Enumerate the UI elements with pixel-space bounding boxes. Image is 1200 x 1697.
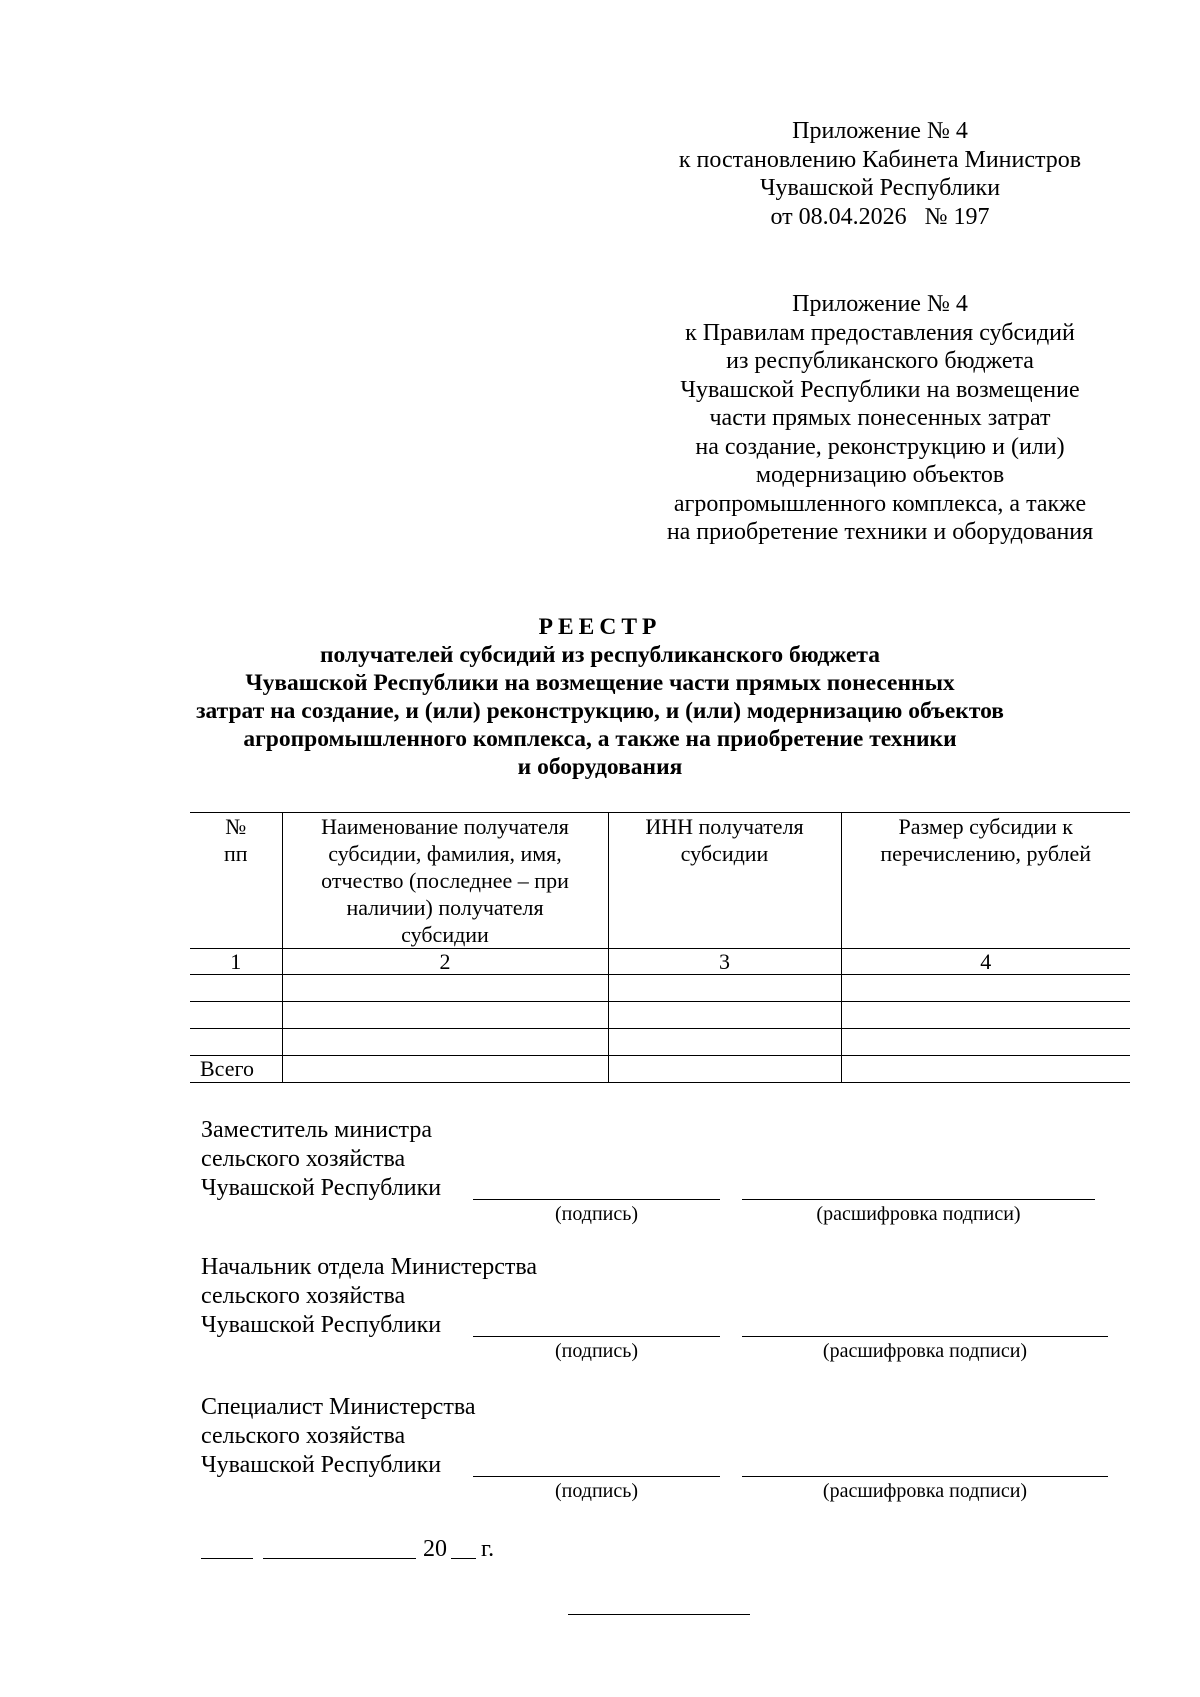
header-number xyxy=(190,813,282,949)
total-row xyxy=(190,1056,1130,1083)
header-inn: ИНН получателя субсидии xyxy=(608,813,841,949)
rules-line: модернизацию объектов xyxy=(755,462,1005,488)
table-cell[interactable] xyxy=(841,1056,1130,1083)
table-cell[interactable] xyxy=(608,1029,841,1056)
table-cell[interactable] xyxy=(841,1002,1130,1029)
signature-block-specialist xyxy=(201,1393,476,1480)
table-cell[interactable] xyxy=(841,1029,1130,1056)
date-year-suffix: г. xyxy=(481,1536,495,1562)
signatory-position: сельского хозяйства xyxy=(201,1146,406,1172)
rules-appendix-number: Приложение № 4 xyxy=(792,291,968,317)
signatory-position: Специалист Министерства xyxy=(201,1394,476,1420)
date-year-prefix: 20 xyxy=(423,1536,447,1562)
signature-decode-caption: (расшифровка подписи) xyxy=(822,1340,1028,1362)
appendix-resolution-header xyxy=(660,117,1100,231)
signature-line[interactable] xyxy=(473,1336,720,1337)
signature-decode-caption: (расшифровка подписи) xyxy=(822,1480,1028,1502)
table-row xyxy=(190,975,1130,1002)
title-line: затрат на создание, и (или) реконструкцию, и (или) модернизацию объектов xyxy=(196,698,1004,724)
rules-line: на приобретение техники и оборудования xyxy=(666,519,1094,545)
header-number-abbr: пп xyxy=(223,841,248,866)
table-header-row xyxy=(190,813,1130,949)
title-line: получателей субсидий из республиканского бюджета xyxy=(320,642,880,668)
column-numbers-row xyxy=(190,949,1130,975)
column-number: 3 xyxy=(608,949,841,975)
column-number: 4 xyxy=(841,949,1130,975)
signatory-position: Чувашской Республики xyxy=(201,1312,442,1338)
bottom-separator-line xyxy=(568,1614,750,1615)
appendix-to-resolution: к постановлению Кабинета Министров xyxy=(678,146,1082,173)
table-cell[interactable] xyxy=(608,975,841,1002)
table-cell[interactable] xyxy=(190,975,282,1002)
signature-block-deputy-minister xyxy=(201,1116,441,1203)
table-cell[interactable] xyxy=(608,1056,841,1083)
table-cell[interactable] xyxy=(841,975,1130,1002)
appendix-republic: Чувашской Республики xyxy=(759,175,1001,201)
signatory-position: Чувашской Республики xyxy=(201,1175,442,1201)
signatory-position: Начальник отдела Министерства xyxy=(201,1254,538,1280)
table-row xyxy=(190,1029,1130,1056)
title-line: и оборудования xyxy=(517,754,683,780)
date-month-line[interactable] xyxy=(263,1558,416,1559)
signature-line[interactable] xyxy=(473,1476,720,1477)
table-cell[interactable] xyxy=(282,1002,608,1029)
signature-decode-line[interactable] xyxy=(742,1336,1108,1337)
signature-block-department-head xyxy=(201,1253,537,1340)
signature-caption: (подпись) xyxy=(554,1203,639,1225)
appendix-date-number: от 08.04.2026 № 197 xyxy=(770,203,990,230)
title-line: агропромышленного комплекса, а также на приобретение техники xyxy=(243,726,957,752)
date-year-line[interactable] xyxy=(451,1558,476,1559)
signature-decode-caption: (расшифровка подписи) xyxy=(816,1203,1021,1225)
rules-line: части прямых понесенных затрат xyxy=(709,405,1051,431)
header-number-symbol: № xyxy=(225,814,247,839)
signatory-position: Заместитель министра xyxy=(201,1117,432,1143)
signature-caption: (подпись) xyxy=(554,1480,639,1502)
header-recipient-name: Наименование получателя субсидии, фамилия, имя, отчество (последнее – при наличии) получателя субсидии xyxy=(282,813,608,949)
rules-line: на создание, реконструкцию и (или) xyxy=(695,433,1065,460)
signature-decode-line[interactable] xyxy=(742,1199,1095,1200)
date-day-line[interactable] xyxy=(201,1558,253,1559)
rules-line: к Правилам предоставления субсидий xyxy=(685,319,1075,346)
total-label: Всего xyxy=(190,1056,282,1083)
table-cell[interactable] xyxy=(608,1002,841,1029)
registry-title xyxy=(140,613,1060,781)
registry-table xyxy=(190,812,1130,1083)
title-line: Чувашской Республики на возмещение части прямых понесенных xyxy=(245,670,955,696)
signature-line[interactable] xyxy=(473,1199,720,1200)
table-cell[interactable] xyxy=(282,1029,608,1056)
table-cell[interactable] xyxy=(282,975,608,1002)
signature-caption: (подпись) xyxy=(554,1340,639,1362)
rules-line: Чувашской Республики на возмещение xyxy=(680,376,1080,403)
registry-heading: РЕЕСТР xyxy=(538,614,662,640)
header-subsidy-amount: Размер субсидии к перечислению, рублей xyxy=(841,813,1130,949)
signature-decode-line[interactable] xyxy=(742,1476,1108,1477)
column-number: 2 xyxy=(282,949,608,975)
rules-line: агропромышленного комплекса, а также xyxy=(673,490,1087,517)
table-cell[interactable] xyxy=(190,1029,282,1056)
table-cell[interactable] xyxy=(190,1002,282,1029)
table-cell[interactable] xyxy=(282,1056,608,1083)
appendix-rules-header xyxy=(630,290,1130,547)
signatory-position: сельского хозяйства xyxy=(201,1423,406,1449)
appendix-number: Приложение № 4 xyxy=(792,118,968,144)
table-row xyxy=(190,1002,1130,1029)
column-number: 1 xyxy=(190,949,282,975)
signatory-position: Чувашской Республики xyxy=(201,1452,442,1478)
rules-line: из республиканского бюджета xyxy=(726,348,1034,374)
signatory-position: сельского хозяйства xyxy=(201,1283,406,1309)
